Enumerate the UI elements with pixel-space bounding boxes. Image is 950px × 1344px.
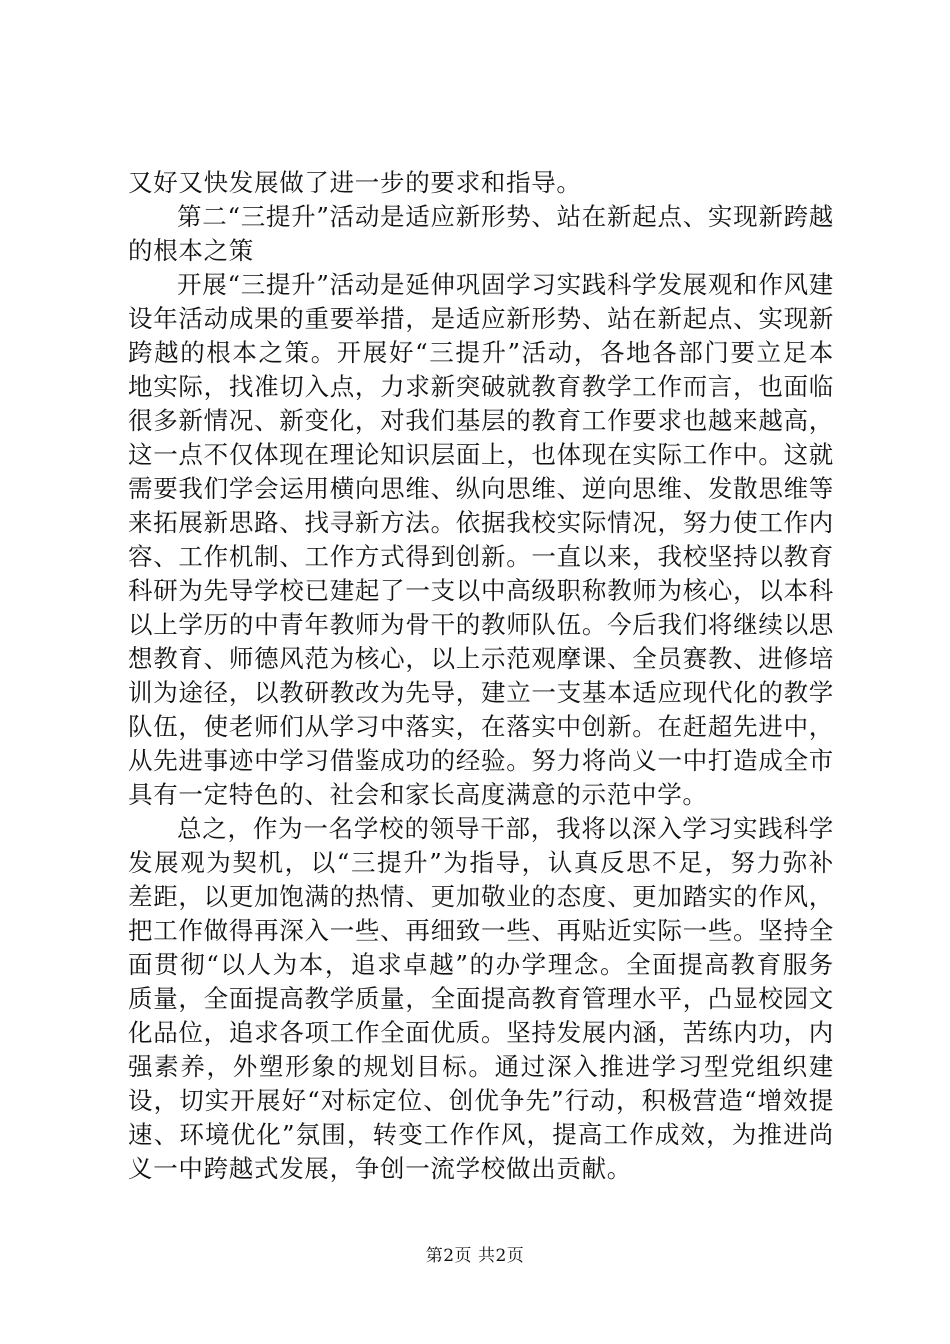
document-body bbox=[128, 166, 834, 1186]
section-heading-paragraph: 第二“三提升”活动是适应新形势、站在新起点、实现新跨越的根本之策 bbox=[128, 202, 834, 265]
conclusion-paragraph: 总之，作为一名学校的领导干部，我将以深入学习实践科学发展观为契机，以“三提升”为指导，认真反思不足，努力弥补差距，以更加饱满的热情、更加敬业的态度、更加踏实的作风，把工作做得再深入一些、再细致一些、再贴近实际一些。坚持全面贯彻“以人为本，追求卓越”的办学理念。全面提高教育服务质量，全面提高教学质量，全面提高教育管理水平，凸显校园文化品位，追求各项工作全面优质。坚持发展内涵，苦练内功，内强素养，外塑形象的规划目标。通过深入推进学习型党组织建设，切实开展好“对标定位、创优争先”行动，积极营造“增效提速、环境优化”氛围，转变工作作风，提高工作成效，为推进尚义一中跨越式发展，争创一流学校做出贡献。 bbox=[128, 814, 834, 1183]
paragraph-continuation: 又好又快发展做了进一步的要求和指导。 bbox=[128, 168, 582, 197]
body-paragraph: 开展“三提升”活动是延伸巩固学习实践科学发展观和作风建设年活动成果的重要举措，是适应新形势、站在新起点、实现新跨越的根本之策。开展好“三提升”活动，各地各部门要立足本地实际，找准切入点，力求新突破就教育教学工作而言，也面临很多新情况、新变化，对我们基层的教育工作要求也越来越高，这一点不仅体现在理论知识层面上，也体现在实际工作中。这就需要我们学会运用横向思维、纵向思维、逆向思维、发散思维等来拓展新思路、找寻新方法。依据我校实际情况，努力使工作内容、工作机制、工作方式得到创新。一直以来，我校坚持以教育科研为先导学校已建起了一支以中高级职称教师为核心，以本科以上学历的中青年教师为骨干的教师队伍。今后我们将继续以思想教育、师德风范为核心，以上示范观摩课、全员赛教、进修培训为途径，以教研教改为先导，建立一支基本适应现代化的教学队伍，使老师们从学习中落实，在落实中创新。在赶超先进中，从先进事迹中学习借鉴成功的经验。努力将尚义一中打造成全市具有一定特色的、社会和家长高度满意的示范中学。 bbox=[128, 270, 834, 809]
page-number-footer: 第2页 共2页 bbox=[425, 1246, 525, 1266]
